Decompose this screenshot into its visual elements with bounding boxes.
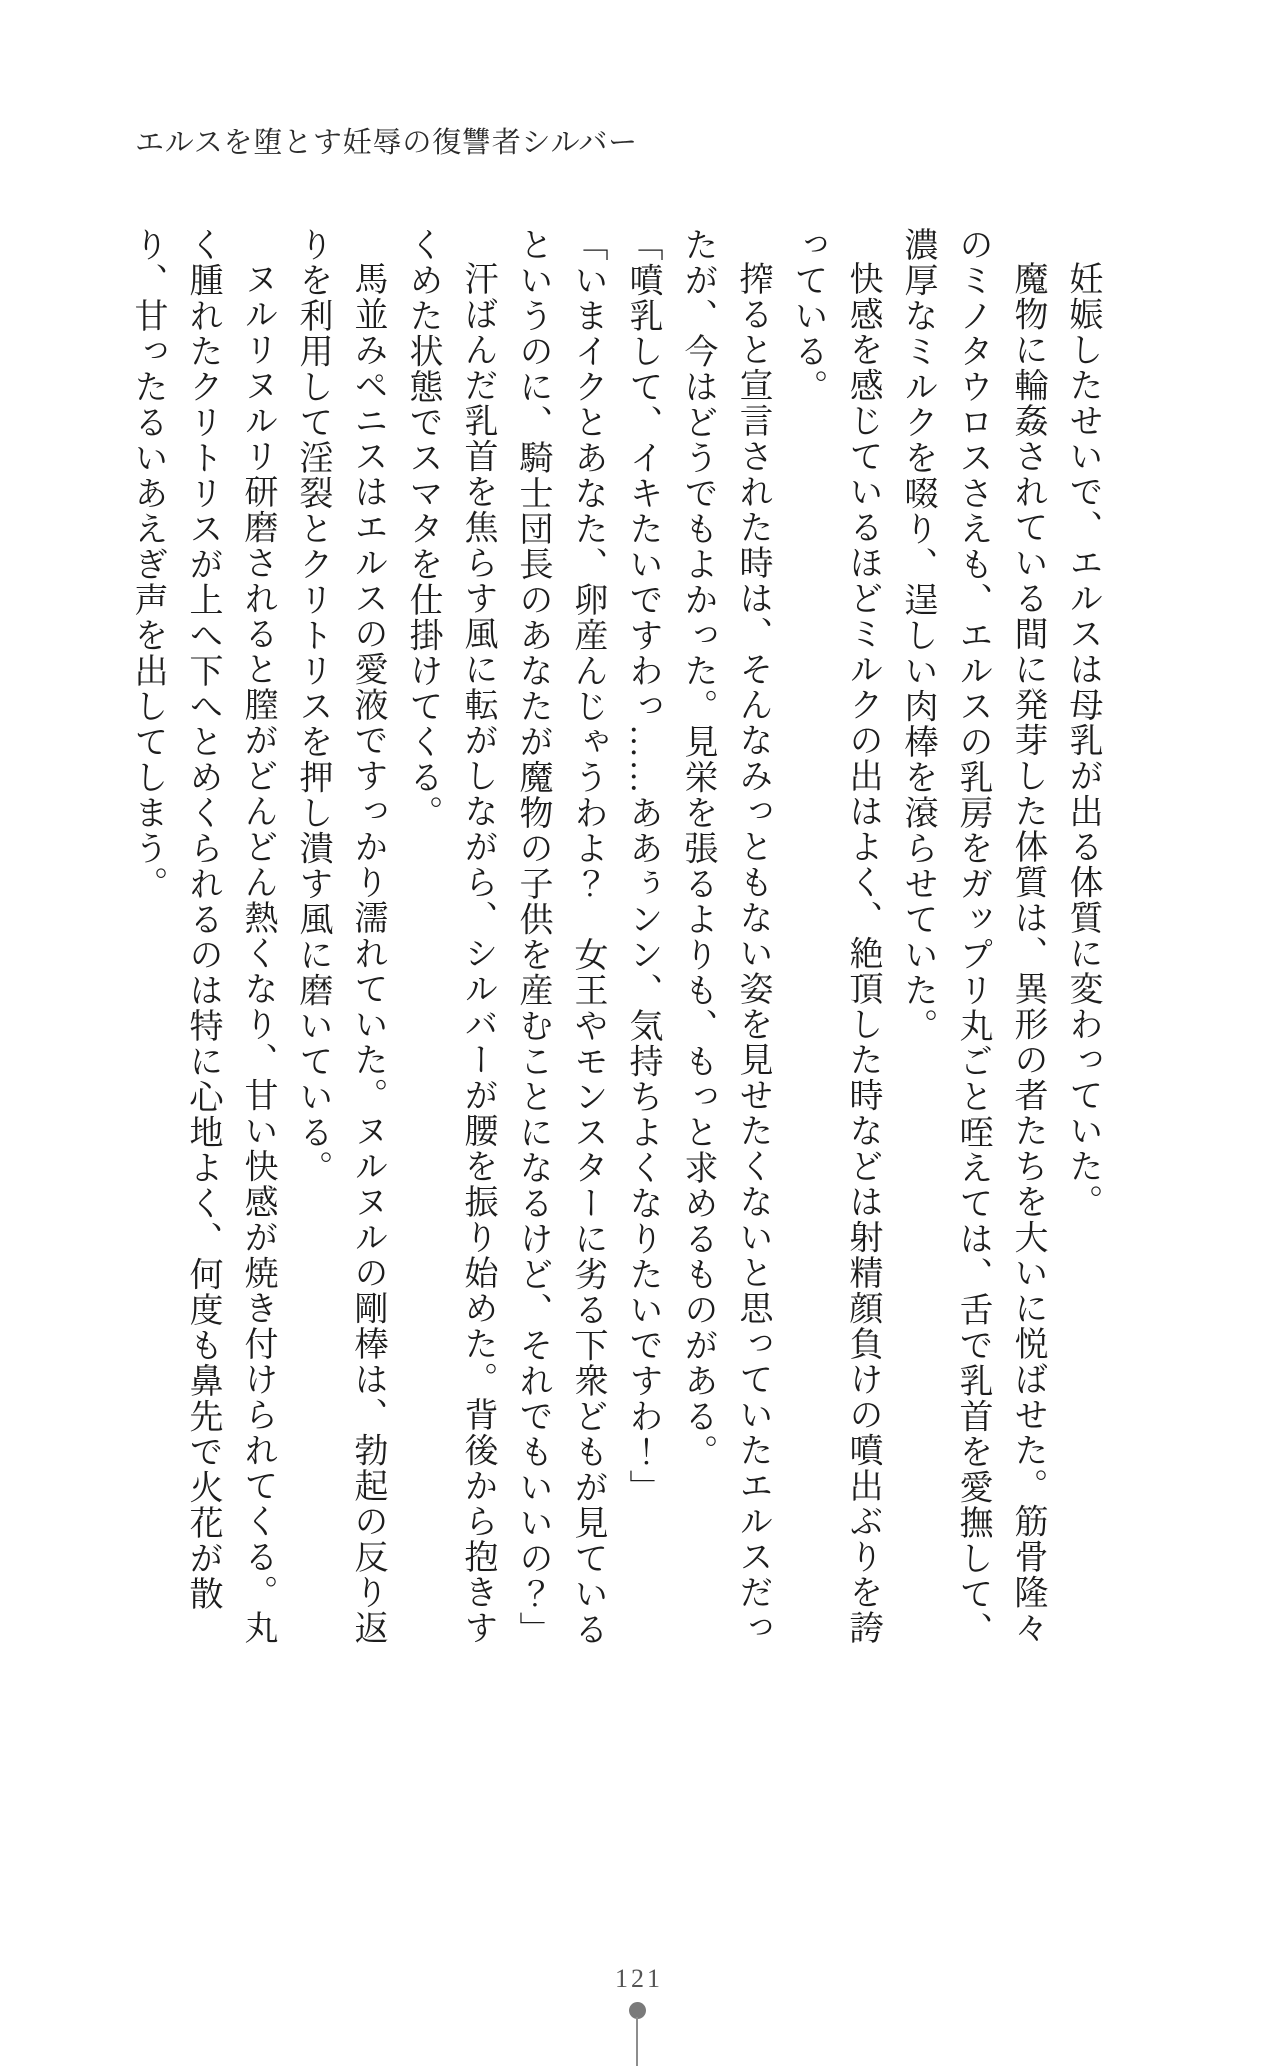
paragraph: 魔物に輪姦されている間に発芽した体質は、異形の者たちを大いに悦ばせた。筋骨隆々のミノタウロスさえも、エルスの乳房をガップリ丸ごと咥えては、舌で乳首を愛撫して、濃厚なミルクを啜り、逞しい肉棒を滾らせていた。 bbox=[899, 227, 1046, 1647]
paragraph: 「いまイクとあなた、卵産んじゃうわよ？ 女王やモンスターに劣る下衆どもが見ているというのに、騎士団長のあなたが魔物の子供を産むことになるけど、それでもいいの？」 bbox=[514, 227, 606, 1647]
page-number: 121 bbox=[615, 1964, 663, 1993]
paragraph: ヌルリヌルリ研磨されると膣がどんどん熱くなり、甘い快感が焼き付けられてくる。丸く腫れたクリトリスが上へ下へとめくられるのは特に心地よく、何度も鼻先で火花が散り、甘ったるいあえぎ声を出してしまう。 bbox=[129, 227, 276, 1646]
paragraph: 快感を感じているほどミルクの出はよく、絶頂した時などは射精顔負けの噴出ぶりを誇っている。 bbox=[789, 227, 881, 1646]
paragraph: 汗ばんだ乳首を焦らす風に転がしながら、シルバーが腰を振り始めた。背後から抱きすくめた状態でスマタを仕掛けてくる。 bbox=[404, 227, 496, 1646]
paragraph: 搾ると宣言された時は、そんなみっともない姿を見せたくないと思っていたエルスだったが、今はどうでもよかった。見栄を張るよりも、もっと求めるものがある。 bbox=[679, 227, 771, 1646]
paragraph: 妊娠したせいで、エルスは母乳が出る体質に変わっていた。 bbox=[1064, 261, 1101, 1220]
binding-mark-line bbox=[636, 2017, 638, 2066]
paragraph: 「噴乳して、イキたいですわっ……ああぅンン、気持ちよくなりたいですわ！」 bbox=[624, 227, 661, 1505]
running-header: エルスを堕とす妊辱の復讐者シルバー bbox=[135, 127, 638, 159]
paragraph: 馬並みペニスはエルスの愛液ですっかり濡れていた。ヌルヌルの剛棒は、勃起の反り返りを利用して淫裂とクリトリスを押し潰す風に磨いている。 bbox=[294, 227, 386, 1646]
body-text-block bbox=[120, 227, 1110, 1660]
